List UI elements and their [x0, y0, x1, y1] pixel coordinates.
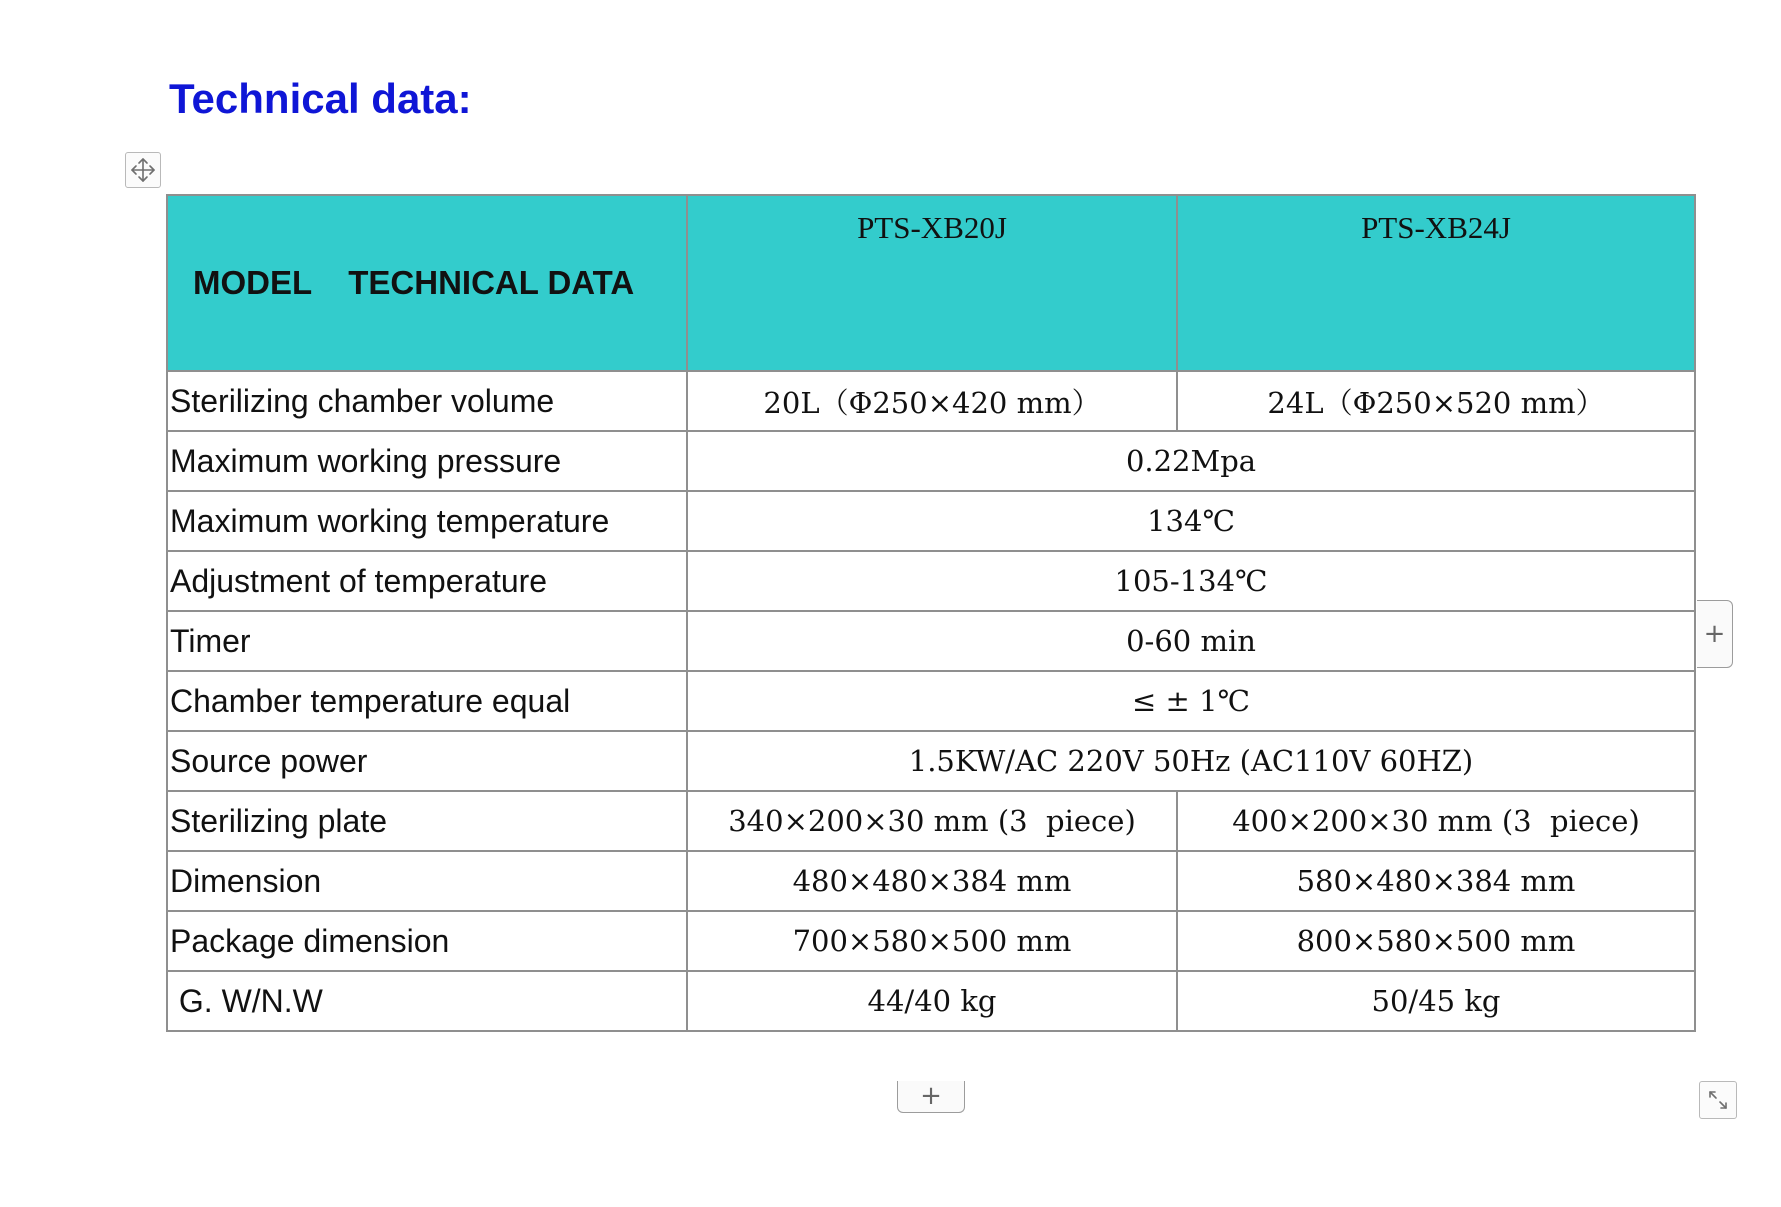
- table-header-row: [167, 195, 1695, 371]
- table-row: [167, 731, 1695, 791]
- cell-sterilizing-plate-xb24j[interactable]: 400×200×30 mm (3 piece): [1177, 791, 1695, 851]
- table-row: [167, 371, 1695, 431]
- row-label-package-dimension[interactable]: Package dimension: [167, 911, 687, 971]
- cell-dimension-xb24j[interactable]: 580×480×384 mm: [1177, 851, 1695, 911]
- table-row: [167, 791, 1695, 851]
- table-row: [167, 971, 1695, 1031]
- table-row: [167, 431, 1695, 491]
- page-heading: Technical data:: [169, 75, 472, 122]
- table-row: [167, 911, 1695, 971]
- cell-working-pressure[interactable]: 0.22Mpa: [687, 431, 1695, 491]
- resize-diagonal-icon: [1706, 1088, 1730, 1112]
- row-label-timer[interactable]: Timer: [167, 611, 687, 671]
- row-label-temperature-adjustment[interactable]: Adjustment of temperature: [167, 551, 687, 611]
- header-model-technical-data[interactable]: MODEL TECHNICAL DATA: [167, 195, 687, 371]
- header-model-pts-xb24j[interactable]: PTS-XB24J: [1177, 195, 1695, 371]
- add-row-button[interactable]: +: [897, 1081, 965, 1113]
- cell-weight-xb24j[interactable]: 50/45 kg: [1177, 971, 1695, 1031]
- cell-working-temperature[interactable]: 134℃: [687, 491, 1695, 551]
- cell-temperature-equal[interactable]: ≤ ± 1℃: [687, 671, 1695, 731]
- row-label-dimension[interactable]: Dimension: [167, 851, 687, 911]
- row-label-chamber-volume[interactable]: Sterilizing chamber volume: [167, 371, 687, 431]
- cell-temperature-adjustment[interactable]: 105-134℃: [687, 551, 1695, 611]
- cell-sterilizing-plate-xb20j[interactable]: 340×200×30 mm (3 piece): [687, 791, 1177, 851]
- row-label-sterilizing-plate[interactable]: Sterilizing plate: [167, 791, 687, 851]
- table-row: [167, 671, 1695, 731]
- table-row: [167, 491, 1695, 551]
- cell-chamber-volume-xb24j[interactable]: 24L（Φ250×520 mm）: [1177, 371, 1695, 431]
- cell-source-power[interactable]: 1.5KW/AC 220V 50Hz (AC110V 60HZ): [687, 731, 1695, 791]
- move-arrows-icon: [130, 157, 156, 183]
- row-label-working-temperature[interactable]: Maximum working temperature: [167, 491, 687, 551]
- add-column-button[interactable]: +: [1697, 600, 1733, 668]
- cell-package-dimension-xb20j[interactable]: 700×580×500 mm: [687, 911, 1177, 971]
- table-row: [167, 551, 1695, 611]
- table-move-handle[interactable]: [125, 152, 161, 188]
- cell-dimension-xb20j[interactable]: 480×480×384 mm: [687, 851, 1177, 911]
- table-row: [167, 851, 1695, 911]
- row-label-weight[interactable]: G. W/N.W: [167, 971, 687, 1031]
- cell-package-dimension-xb24j[interactable]: 800×580×500 mm: [1177, 911, 1695, 971]
- technical-data-table: [166, 194, 1696, 1032]
- row-label-source-power[interactable]: Source power: [167, 731, 687, 791]
- table-resize-handle[interactable]: [1699, 1081, 1737, 1119]
- header-model-pts-xb20j[interactable]: PTS-XB20J: [687, 195, 1177, 371]
- cell-chamber-volume-xb20j[interactable]: 20L（Φ250×420 mm）: [687, 371, 1177, 431]
- row-label-temperature-equal[interactable]: Chamber temperature equal: [167, 671, 687, 731]
- row-label-working-pressure[interactable]: Maximum working pressure: [167, 431, 687, 491]
- cell-timer[interactable]: 0-60 min: [687, 611, 1695, 671]
- cell-weight-xb20j[interactable]: 44/40 kg: [687, 971, 1177, 1031]
- table-row: [167, 611, 1695, 671]
